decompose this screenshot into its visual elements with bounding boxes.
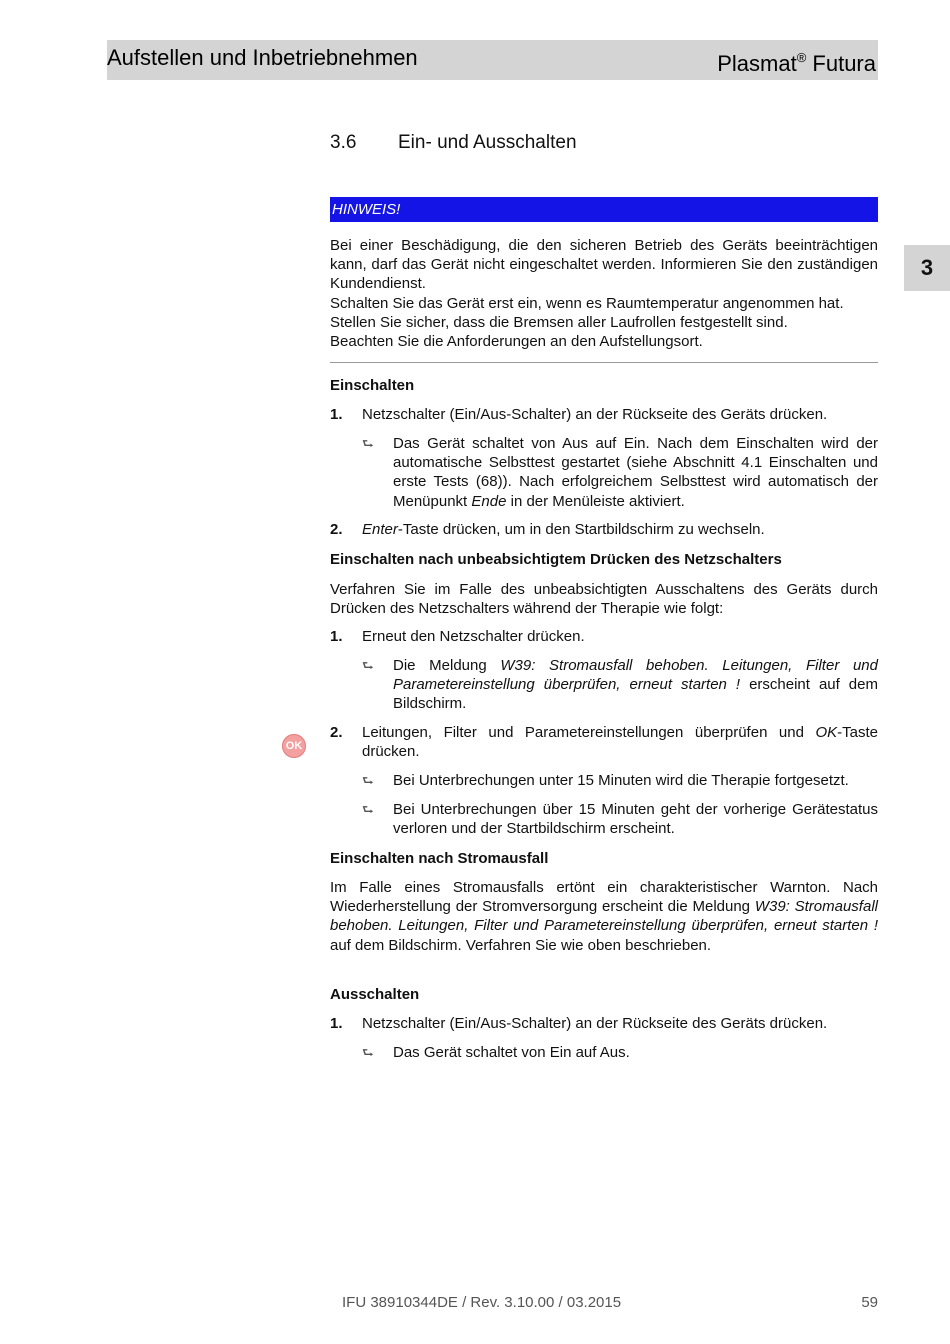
section-number: 3.6 [330,132,357,153]
result-arrow-icon: ⮑ [362,802,374,817]
page-header [107,40,878,80]
heading-stromausfall: Einschalten nach Stromausfall [330,850,549,867]
result: ⮑ Das Gerät schaltet von Ein auf Aus. [362,1044,630,1061]
header-chapter-title: Aufstellen und Inbetriebnehmen [107,45,418,70]
step: 2. Leitungen, Filter und Parametereinstellungen überprüfen und OK-Taste drücken. [330,724,878,761]
result-arrow-icon: ⮑ [362,658,374,673]
result: ⮑ Die Meldung W39: Stromausfall behoben. Leitungen, Filter und Parametereinstellung überprüfen, erneut starten ! erscheint auf dem Bildschirm. [362,657,878,713]
hinweis-line: Schalten Sie das Gerät erst ein, wenn es Raumtemperatur angenommen hat. [330,294,844,312]
footer-document-id: IFU 38910344DE / Rev. 3.10.00 / 03.2015 [342,1294,622,1311]
result-arrow-icon: ⮑ [362,1045,374,1060]
step: 1. Netzschalter (Ein/Aus-Schalter) an der Rückseite des Geräts drücken. [330,1015,828,1032]
heading-ausschalten: Ausschalten [330,986,420,1003]
step: 1. Netzschalter (Ein/Aus-Schalter) an der Rückseite des Geräts drücken. [330,406,828,423]
paragraph: Verfahren Sie im Falle des unbeabsichtigten Ausschaltens des Geräts durch Drücken des Netzschalters während der Therapie wie folgt: [330,581,878,618]
divider [330,362,878,363]
section-title [330,132,577,154]
hinweis-line: Stellen Sie sicher, dass die Bremsen aller Laufrollen festgestellt sind. [330,313,788,331]
paragraph: Im Falle eines Stromausfalls ertönt ein charakteristischer Warnton. Nach Wiederherstellung der Stromversorgung erscheint die Meldung W39: Stromausfall behoben. Leitungen, Filter und Parametereinstellung überprüfen, erneut starten ! auf dem Bildschirm. Verfahren Sie wie oben beschrieben. [330,879,878,954]
hinweis-line: Bei einer Beschädigung, die den sicheren Betrieb des Geräts beeinträchtigen kann, darf das Gerät nicht eingeschaltet werden. Informieren Sie den zuständigen Kundendienst. [330,237,878,293]
footer-page-number: 59 [861,1294,878,1311]
heading-unbeabsichtigt: Einschalten nach unbeabsichtigtem Drücken des Netzschalters [330,551,782,568]
hinweis-text [330,236,878,351]
hinweis-line: Beachten Sie die Anforderungen an den Aufstellungsort. [330,333,703,351]
result: ⮑ Bei Unterbrechungen unter 15 Minuten wird die Therapie fortgesetzt. [362,772,849,789]
result-arrow-icon: ⮑ [362,773,374,788]
section-title-text: Ein- und Ausschalten [398,132,577,153]
hinweis-banner: HINWEIS! [330,197,878,222]
header-product-title: Plasmat® Futura [717,50,876,76]
chapter-tab: 3 [904,245,950,291]
step: 1. Erneut den Netzschalter drücken. [330,628,585,645]
result: ⮑ Das Gerät schaltet von Aus auf Ein. Nach dem Einschalten wird der automatische Selbsttest gestartet (siehe Abschnitt 4.1 Einschalten und erste Tests (68)). Nach erfolgreichem Selbsttest wird automatisch der Menüpunkt Ende in der Menüleiste aktiviert. [362,435,878,510]
heading-einschalten: Einschalten [330,377,415,394]
ok-key-icon: OK [282,734,306,758]
result-arrow-icon: ⮑ [362,436,374,451]
result: ⮑ Bei Unterbrechungen über 15 Minuten geht der vorherige Gerätestatus verloren und der Startbildschirm erscheint. [362,801,878,838]
step: 2. Enter-Taste drücken, um in den Startbildschirm zu wechseln. [330,521,765,538]
